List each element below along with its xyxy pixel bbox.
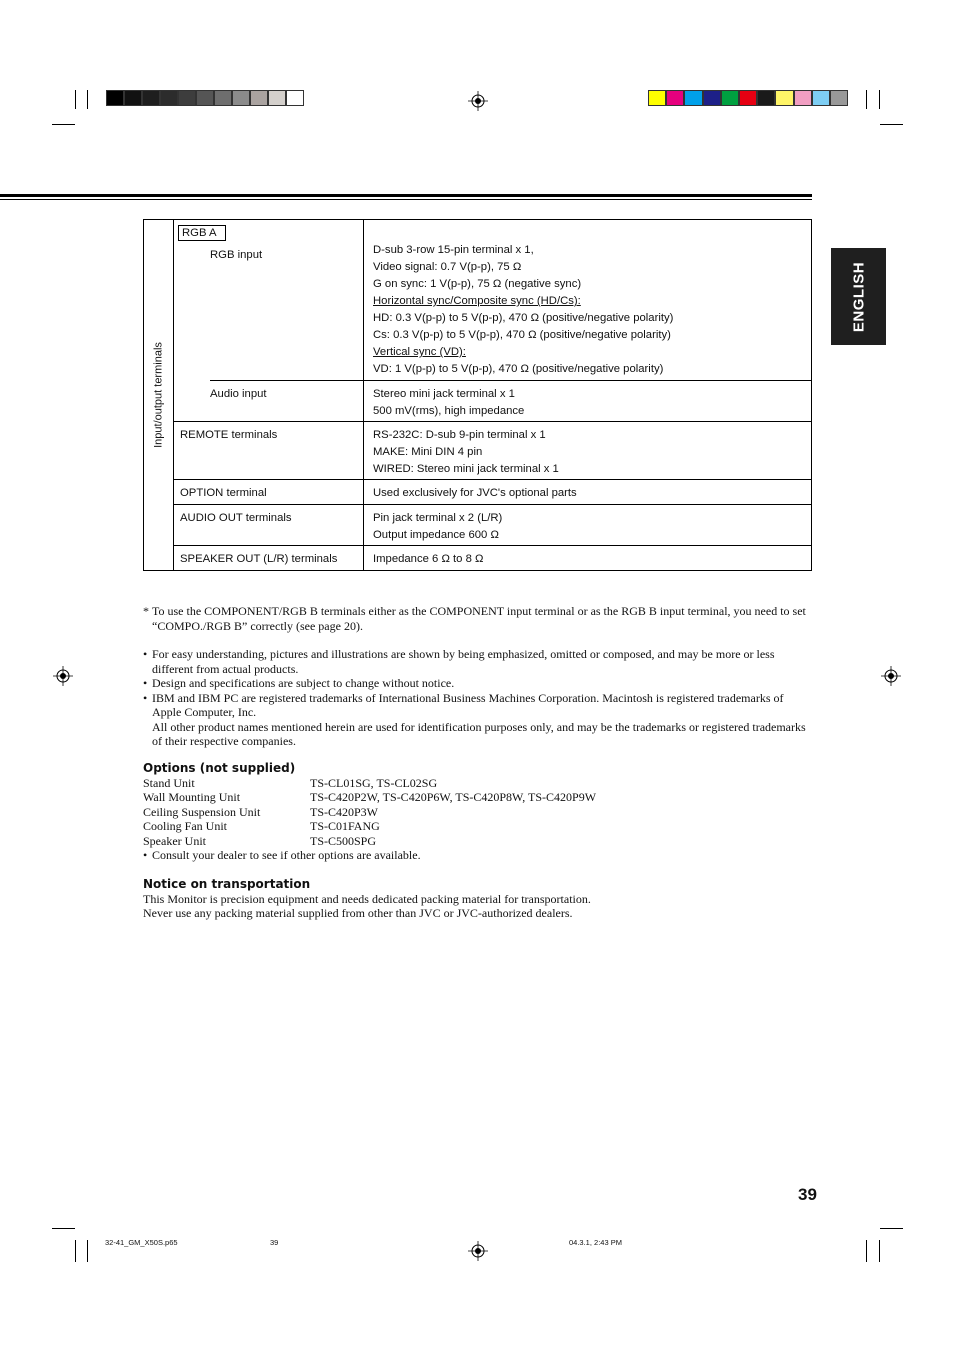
color-swatch (757, 90, 775, 106)
spec-line: VD: 1 V(p-p) to 5 V(p-p), 470 Ω (positive/negative polarity) (373, 363, 664, 375)
color-swatch (739, 90, 757, 106)
color-swatch (666, 90, 684, 106)
section-label: Input/output terminals (152, 342, 164, 448)
transport-line: This Monitor is precision equipment and needs dedicated packing material for transportation. (143, 891, 591, 906)
audio-out-values (364, 505, 812, 546)
option-row (143, 834, 813, 849)
spec-table (143, 219, 812, 571)
remote-name-cell (174, 422, 364, 480)
spec-line: 500 mV(rms), high impedance (373, 405, 525, 417)
note-text: IBM and IBM PC are registered trademarks of International Business Machines Corporation. Macintosh is registered trademarks of Apple Computer, Inc. (152, 690, 784, 719)
audio-out-name-cell (174, 505, 364, 546)
notes-list (143, 647, 813, 749)
crop-mark (879, 1240, 880, 1262)
color-swatch (684, 90, 702, 106)
color-swatch (775, 90, 793, 106)
option-model: TS-C500SPG (310, 833, 377, 848)
color-swatch (268, 90, 286, 106)
color-swatch (214, 90, 232, 106)
registration-mark-icon (468, 91, 488, 111)
options-note-text: Consult your dealer to see if other options are available. (152, 848, 421, 862)
options-list (143, 776, 813, 849)
spec-line: Video signal: 0.7 V(p-p), 75 Ω (373, 261, 522, 273)
option-name: Speaker Unit (143, 833, 206, 848)
spec-line: Stereo mini jack terminal x 1 (373, 388, 515, 400)
option-name: Ceiling Suspension Unit (143, 804, 261, 819)
crop-mark (52, 1228, 75, 1229)
note-continuation: All other product names mentioned herein are used for identification purposes only, and may be the trademarks or registered trademarks of their respective companies. (152, 719, 806, 748)
registration-mark-icon (881, 666, 901, 686)
spec-line: HD: 0.3 V(p-p) to 5 V(p-p), 470 Ω (positive/negative polarity) (373, 312, 674, 324)
color-swatch (721, 90, 739, 106)
color-swatch (794, 90, 812, 106)
registration-mark-icon (468, 1241, 488, 1261)
option-value (364, 480, 812, 505)
sub-row-divider (210, 380, 364, 381)
registration-mark-icon (53, 666, 73, 686)
language-tab-label: ENGLISH (850, 261, 867, 332)
spec-subheading: Vertical sync (VD): (373, 346, 466, 358)
option-name: Stand Unit (143, 775, 195, 790)
language-tab (831, 248, 886, 345)
footer-file: 32-41_GM_X50S.p65 (105, 1238, 178, 1247)
note-text: For easy understanding, pictures and illustrations are shown by being emphasized, omitted or composed, and may be more or less different from actual products. (152, 647, 775, 676)
option-model: TS-C420P3W (310, 804, 379, 819)
color-swatch (178, 90, 196, 106)
audio-input-name-cell (174, 381, 364, 422)
rgb-a-box: RGB A (178, 225, 226, 241)
crop-mark (87, 90, 88, 109)
color-swatch (830, 90, 848, 106)
spec-subheading: Horizontal sync/Composite sync (HD/Cs): (373, 295, 581, 307)
option-row (143, 805, 813, 820)
color-swatch (124, 90, 142, 106)
remote-values (364, 422, 812, 480)
audio-input-label: Audio input (210, 387, 267, 400)
audio-out-label: AUDIO OUT terminals (180, 512, 292, 524)
note-item: • For easy understanding, pictures and illustrations are shown by being emphasized, omitted or composed, and may be more or less different from actual products. (143, 647, 775, 676)
option-model: TS-C01FANG (310, 819, 380, 833)
option-model: TS-CL01SG, TS-CL02SG (310, 775, 438, 790)
crop-mark (879, 90, 880, 109)
header-rule (0, 194, 812, 197)
spec-line: MAKE: Mini DIN 4 pin (373, 446, 483, 458)
color-swatch (106, 90, 124, 106)
crop-mark (866, 1240, 867, 1262)
audio-input-values (364, 381, 812, 422)
rgb-input-label: RGB input (210, 249, 263, 261)
crop-mark (866, 90, 867, 109)
color-swatch (812, 90, 830, 106)
page-number: 39 (798, 1185, 817, 1204)
color-swatch (196, 90, 214, 106)
spec-line: Pin jack terminal x 2 (L/R) (373, 512, 503, 524)
crop-mark (880, 1228, 903, 1229)
transport-line: Never use any packing material supplied from other than JVC or JVC-authorized dealers. (143, 906, 573, 920)
note-item: • Design and specifications are subject to change without notice. (143, 676, 455, 690)
color-swatch (142, 90, 160, 106)
footer-date: 04.3.1, 2:43 PM (569, 1238, 622, 1247)
note-item: • IBM and IBM PC are registered trademarks of International Business Machines Corporation. Macintosh is registered trademarks of Apple Computer, Inc. (143, 690, 784, 719)
crop-mark (52, 124, 75, 125)
spec-line: WIRED: Stereo mini jack terminal x 1 (373, 463, 559, 475)
note-text: Design and specifications are subject to change without notice. (152, 676, 455, 690)
rgb-input-values (364, 220, 812, 381)
option-name-cell (174, 480, 364, 505)
speaker-out-name-cell (174, 546, 364, 571)
option-row (143, 776, 813, 791)
transport-heading: Notice on transportation (143, 877, 311, 891)
option-name: Wall Mounting Unit (143, 790, 241, 804)
option-model: TS-C420P2W, TS-C420P6W, TS-C420P8W, TS-C420P9W (310, 790, 597, 804)
spec-line: Output impedance 600 Ω (373, 529, 499, 541)
spec-line: Used exclusively for JVC's optional parts (373, 487, 577, 499)
option-name: Cooling Fan Unit (143, 819, 228, 833)
color-swatch (703, 90, 721, 106)
spec-line: RS-232C: D-sub 9-pin terminal x 1 (373, 429, 546, 441)
footnote (143, 604, 813, 633)
option-row (143, 790, 813, 805)
options-note: • Consult your dealer to see if other options are available. (143, 848, 421, 862)
crop-mark (880, 124, 903, 125)
options-section (143, 761, 813, 863)
spec-line: Impedance 6 Ω to 8 Ω (373, 553, 484, 565)
color-swatch (232, 90, 250, 106)
remote-label: REMOTE terminals (180, 429, 278, 441)
crop-mark (87, 1240, 88, 1262)
transport-section (143, 877, 813, 921)
footnote-text: To use the COMPONENT/RGB B terminals either as the COMPONENT input terminal or as the RGB B input terminal, you need to set “COMPO./RGB B” correctly (see page 20). (152, 604, 806, 633)
section-label-cell (144, 220, 174, 571)
options-heading: Options (not supplied) (143, 761, 296, 775)
color-swatch (648, 90, 666, 106)
rgb-input-name-cell (174, 220, 364, 381)
footnote-marker: * (143, 604, 149, 618)
header-rule-thin (0, 199, 812, 200)
footer-page: 39 (270, 1238, 279, 1247)
color-swatch (160, 90, 178, 106)
spec-line: Cs: 0.3 V(p-p) to 5 V(p-p), 470 Ω (positive/negative polarity) (373, 329, 671, 341)
option-row (143, 819, 813, 834)
speaker-out-label: SPEAKER OUT (L/R) terminals (180, 553, 338, 565)
option-label: OPTION terminal (180, 487, 267, 499)
spec-line: G on sync: 1 V(p-p), 75 Ω (negative sync) (373, 278, 582, 290)
spec-line: D-sub 3-row 15-pin terminal x 1, (373, 244, 534, 256)
crop-mark (75, 90, 76, 109)
color-swatch (250, 90, 268, 106)
crop-mark (75, 1240, 76, 1262)
color-swatch (286, 90, 304, 106)
speaker-out-value (364, 546, 812, 571)
